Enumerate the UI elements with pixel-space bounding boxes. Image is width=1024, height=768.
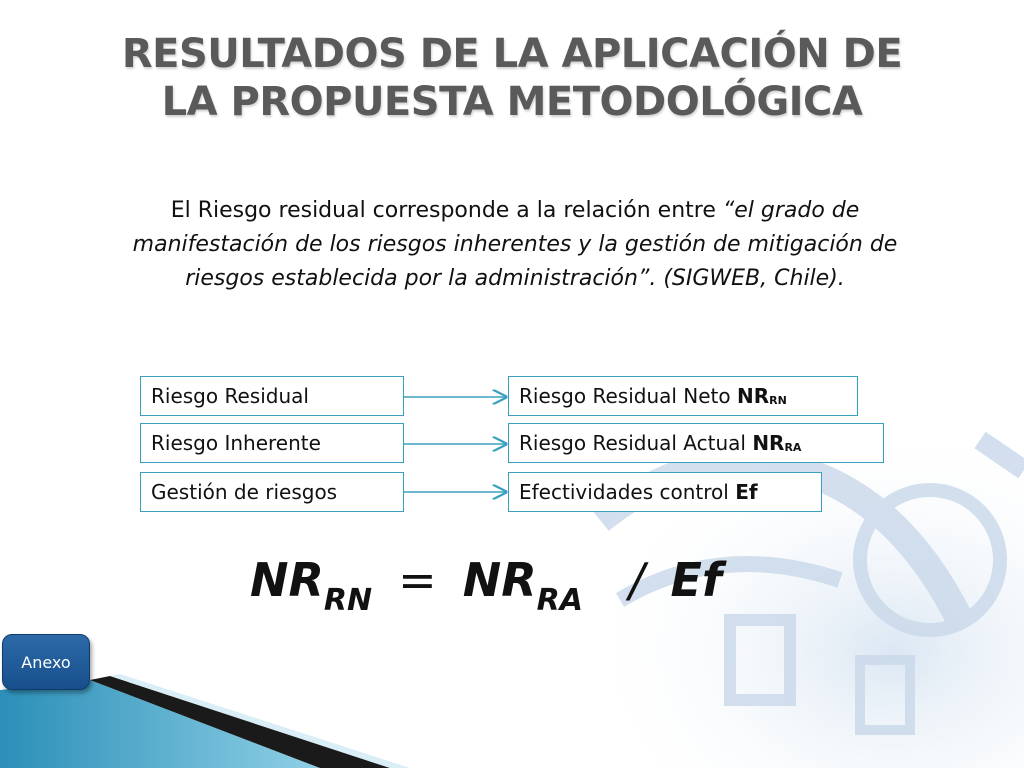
box-riesgo-inherente <box>140 423 404 463</box>
formula <box>250 553 722 618</box>
box-riesgo-residual <box>140 376 404 416</box>
definition-quote-text: “el grado de manifestación de los riesgos inherentes y la gestión de mitigación de riesgos establecida por la administración”. (SIGWEB, Chile). <box>132 198 898 291</box>
box-label: Riesgo Residual Neto <box>519 384 737 408</box>
formula-lhs-sub: RN <box>323 583 373 618</box>
formula-divide: / <box>628 553 645 607</box>
box-symbol: NR <box>752 431 785 455</box>
formula-numerator: NR <box>462 553 537 607</box>
box-label: Riesgo Residual <box>151 384 309 408</box>
formula-lhs: NR <box>250 553 324 607</box>
box-riesgo-residual-actual <box>508 423 884 463</box>
box-label: Riesgo Inherente <box>151 431 321 455</box>
definition-paragraph <box>130 194 900 296</box>
box-symbol-sub: RN <box>769 394 787 407</box>
anexo-button[interactable]: Anexo <box>2 634 90 690</box>
box-riesgo-residual-neto <box>508 376 858 416</box>
definition-plain-text: El Riesgo residual corresponde a la relación entre <box>170 198 723 223</box>
formula-equals: = <box>398 553 437 607</box>
box-efectividades-control <box>508 472 822 512</box>
box-symbol-sub: RA <box>784 441 802 454</box>
box-symbol: Ef <box>735 480 758 504</box>
title-line-1: RESULTADOS DE LA APLICACIÓN DE <box>121 31 903 77</box>
box-label: Efectividades control <box>519 480 736 504</box>
box-label: Gestión de riesgos <box>151 480 338 504</box>
title-line-2: LA PROPUESTA METODOLÓGICA <box>161 79 863 125</box>
slide-title <box>40 30 984 126</box>
box-gestion-riesgos <box>140 472 404 512</box>
formula-denominator: Ef <box>670 553 722 607</box>
box-label: Riesgo Residual Actual <box>519 431 753 455</box>
box-symbol: NR <box>737 384 770 408</box>
formula-numerator-sub: RA <box>536 583 583 618</box>
